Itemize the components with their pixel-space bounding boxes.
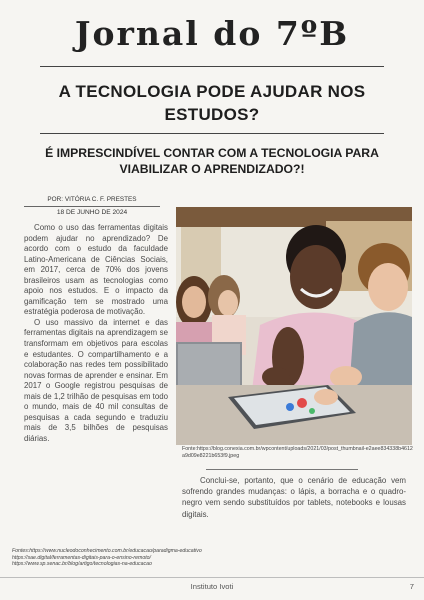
article-conclusion: Conclui-se, portanto, que o cenário de educação vem sofrendo grandes mudanças: o lápis, a borracha e o quadro-negro vem sendo substituídos por tablets, notebooks e lousas digitais. [182,476,406,519]
byline-divider [24,206,160,207]
newspaper-masthead: Jornal do 7ºB [74,14,350,53]
conclusion-divider [206,469,358,470]
article-paragraph: Como o uso das ferramentas digitais podem ajudar no aprendizado? De acordo com o estudo da faculdade Latino-Americana de Ciências Sociais, em 2017, cerca de 70% dos jovens brasileiros usam as tecnologias como apoio nos estudos. E o impacto da gamificação tem se mostrado uma estratégia poderosa de motivação. [24,223,168,317]
sources-list [12,548,312,568]
headline-divider [40,133,384,134]
masthead-divider [40,66,384,67]
article-byline: POR: VITÓRIA C. F. PRESTES [47,196,137,203]
source-link: Fontes:https://www.nucleodoconhecimento.com.br/educacao/paradigma-educativo [12,548,202,554]
source-link: https://sae.digital/ferramentas-digitais-para-o-ensino-remoto/ [12,554,151,561]
footer-divider [0,577,424,578]
photo-caption: Fonte:https://blog.conexia.com.br/wpcontent/uploads/2021/03/post_thumbnail-e2aee834338b4612a9d09e8221b653f9.jpeg [182,446,413,459]
article-headline: A TECNOLOGIA PODE AJUDAR NOS ESTUDOS? [58,82,366,124]
source-link: https://www.sp.senac.br/blog/artigo/tecnologias-na-educacao [12,561,152,568]
article-paragraph: O uso massivo da internet e das ferramentas digitais na aprendizagem se transformam em objetivos para escolas e estudantes. O compartilhamento e a colaboração nas redes tem possibilitado novas formas de aprender e ensinar. Em 2017 o Google registrou pesquisas de mais de 1,2 trilhão de pesquisas em todo o mundo, mais de 40 mil consultas de pesquisas a cada segundo e traduziu mais de 3,5 bilhões de pesquisas diárias. [24,317,168,443]
article-subheadline: É IMPRESCINDÍVEL CONTAR COM A TECNOLOGIA PARA VIABILIZAR O APRENDIZADO?! [45,146,379,176]
footer-publisher: Instituto Ivoti [190,582,234,591]
article-photo [176,207,412,445]
page-number: 7 [409,582,414,591]
article-body [24,223,168,444]
article-date: 18 DE JUNHO DE 2024 [56,209,128,216]
classroom-photo-illustration [176,207,412,445]
